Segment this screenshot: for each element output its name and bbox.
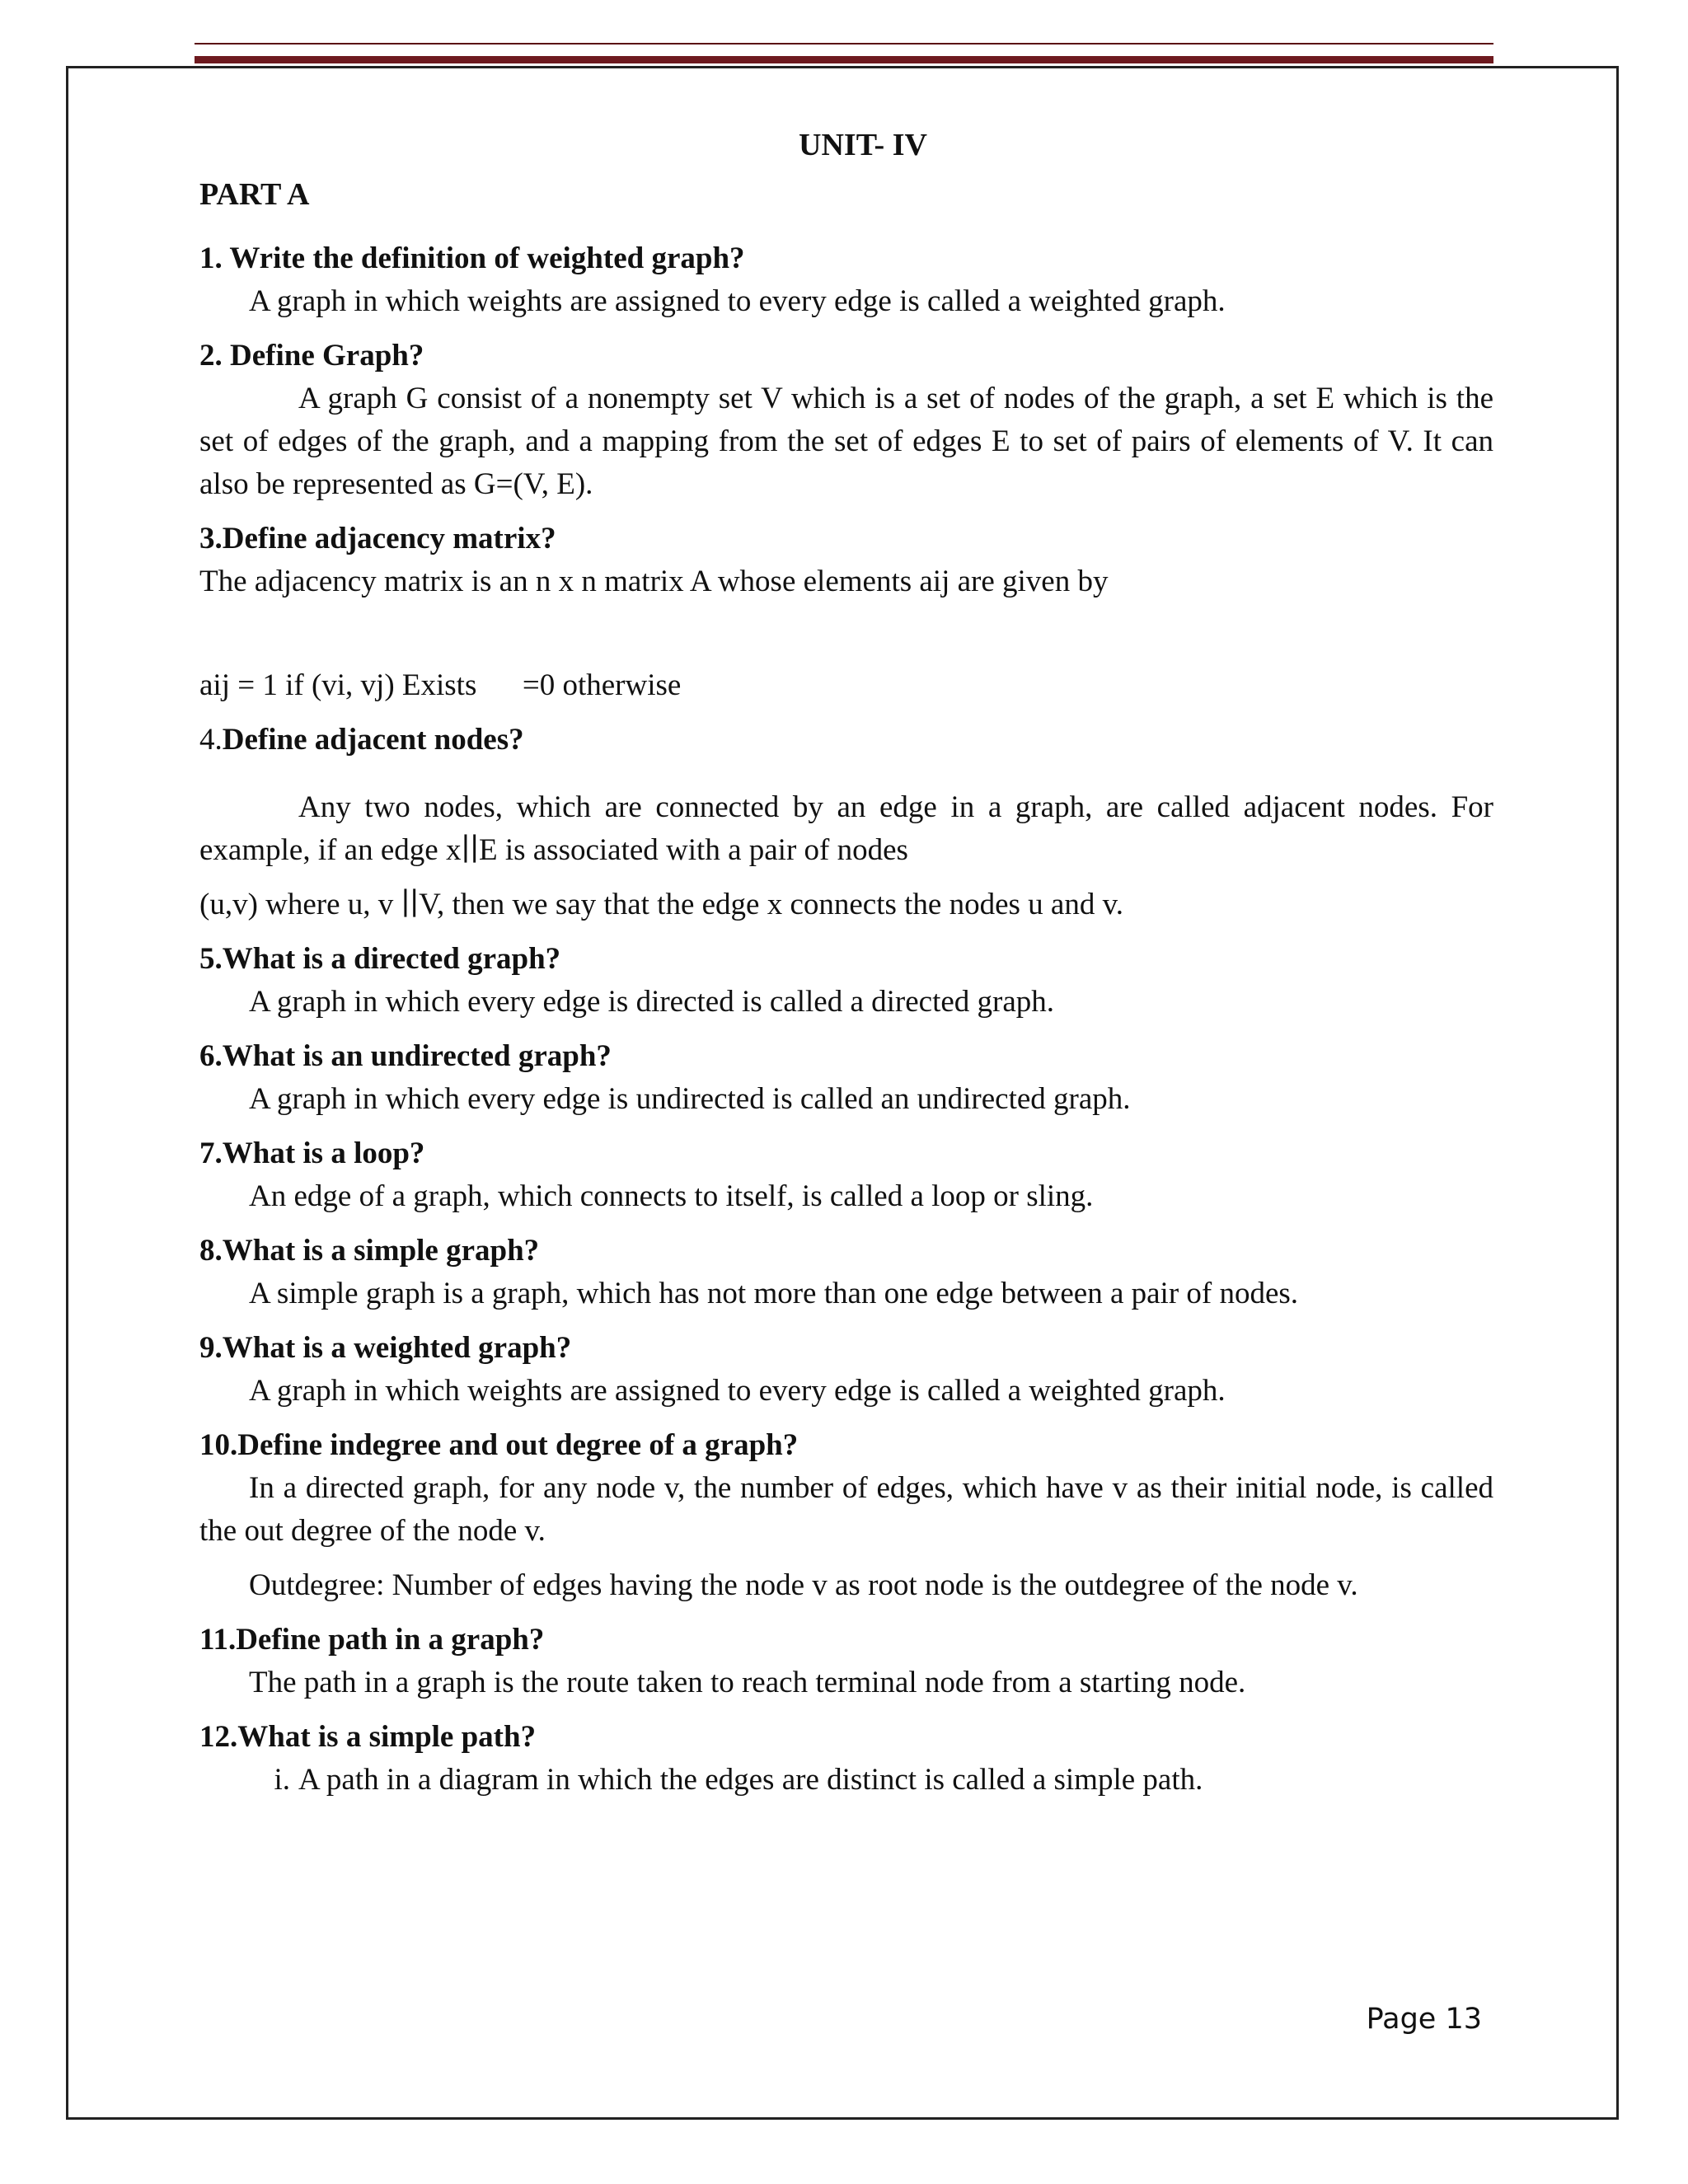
question-12-item (199, 1759, 1493, 1802)
question-12-answer: A path in a diagram in which the edges are distinct is called a simple path. (298, 1763, 1203, 1797)
question-4-title: Define adjacent nodes? (222, 723, 524, 757)
question-10-title: 10.Define indegree and out degree of a graph? (199, 1428, 799, 1462)
question-1-title: 1. Write the definition of weighted graph? (199, 241, 745, 275)
question-9-answer: A graph in which weights are assigned to every edge is called a weighted graph. (249, 1374, 1226, 1408)
unit-title: UNIT- IV (799, 128, 927, 162)
question-3-answer: The adjacency matrix is an n x n matrix A whose elements aij are given by (199, 565, 1109, 598)
list-marker: i. (274, 1763, 290, 1797)
document-body (199, 124, 1493, 1802)
question-1-answer: A graph in which weights are assigned to every edge is called a weighted graph. (249, 284, 1226, 318)
header-rule-thick (195, 56, 1493, 63)
question-11-title: 11.Define path in a graph? (199, 1623, 545, 1657)
question-3-title: 3.Define adjacency matrix? (199, 522, 556, 555)
question-8-answer: A simple graph is a graph, which has not more than one edge between a pair of nodes. (249, 1277, 1299, 1310)
question-5-answer: A graph in which every edge is directed is called a directed graph. (249, 985, 1055, 1019)
header-rule-thin (195, 43, 1493, 45)
question-4-number: 4. (199, 723, 223, 757)
page-number: Page 13 (1366, 2003, 1482, 2036)
question-6-title: 6.What is an undirected graph? (199, 1039, 612, 1073)
question-7-answer: An edge of a graph, which connects to itself, is called a loop or sling. (249, 1179, 1094, 1213)
question-5-title: 5.What is a directed graph? (199, 942, 561, 976)
question-10-answer-1: In a directed graph, for any node v, the number of edges, which have v as their initial node, is called the out degree of the node v. (199, 1471, 1493, 1548)
question-12-title: 12.What is a simple path? (199, 1720, 537, 1754)
part-title: PART A (199, 177, 310, 212)
question-4-heading (199, 719, 1493, 762)
question-4-answer-1: Any two nodes, which are connected by an edge in a graph, are called adjacent nodes. For example, if an edge x∣∣E is associated with a pair of nodes (199, 790, 1493, 867)
question-3-formula: aij = 1 if (vi, vj) Exists =0 otherwise (199, 668, 682, 702)
question-2-answer: A graph G consist of a nonempty set V which is a set of nodes of the graph, a set E which is the set of edges of the graph, and a mapping from the set of edges E to set of pairs of elements of V. It can also be represented as G=(V, E). (199, 382, 1493, 501)
question-8-title: 8.What is a simple graph? (199, 1234, 540, 1268)
question-4-answer-2: (u,v) where u, v ∣∣V, then we say that the edge x connects the nodes u and v. (199, 888, 1123, 921)
question-10-answer-2: Outdegree: Number of edges having the node v as root node is the outdegree of the node v. (249, 1568, 1358, 1602)
question-9-title: 9.What is a weighted graph? (199, 1331, 572, 1365)
question-7-title: 7.What is a loop? (199, 1137, 425, 1170)
question-2-title: 2. Define Graph? (199, 339, 424, 373)
question-6-answer: A graph in which every edge is undirected is called an undirected graph. (249, 1082, 1131, 1116)
question-11-answer: The path in a graph is the route taken to reach terminal node from a starting node. (249, 1666, 1246, 1699)
